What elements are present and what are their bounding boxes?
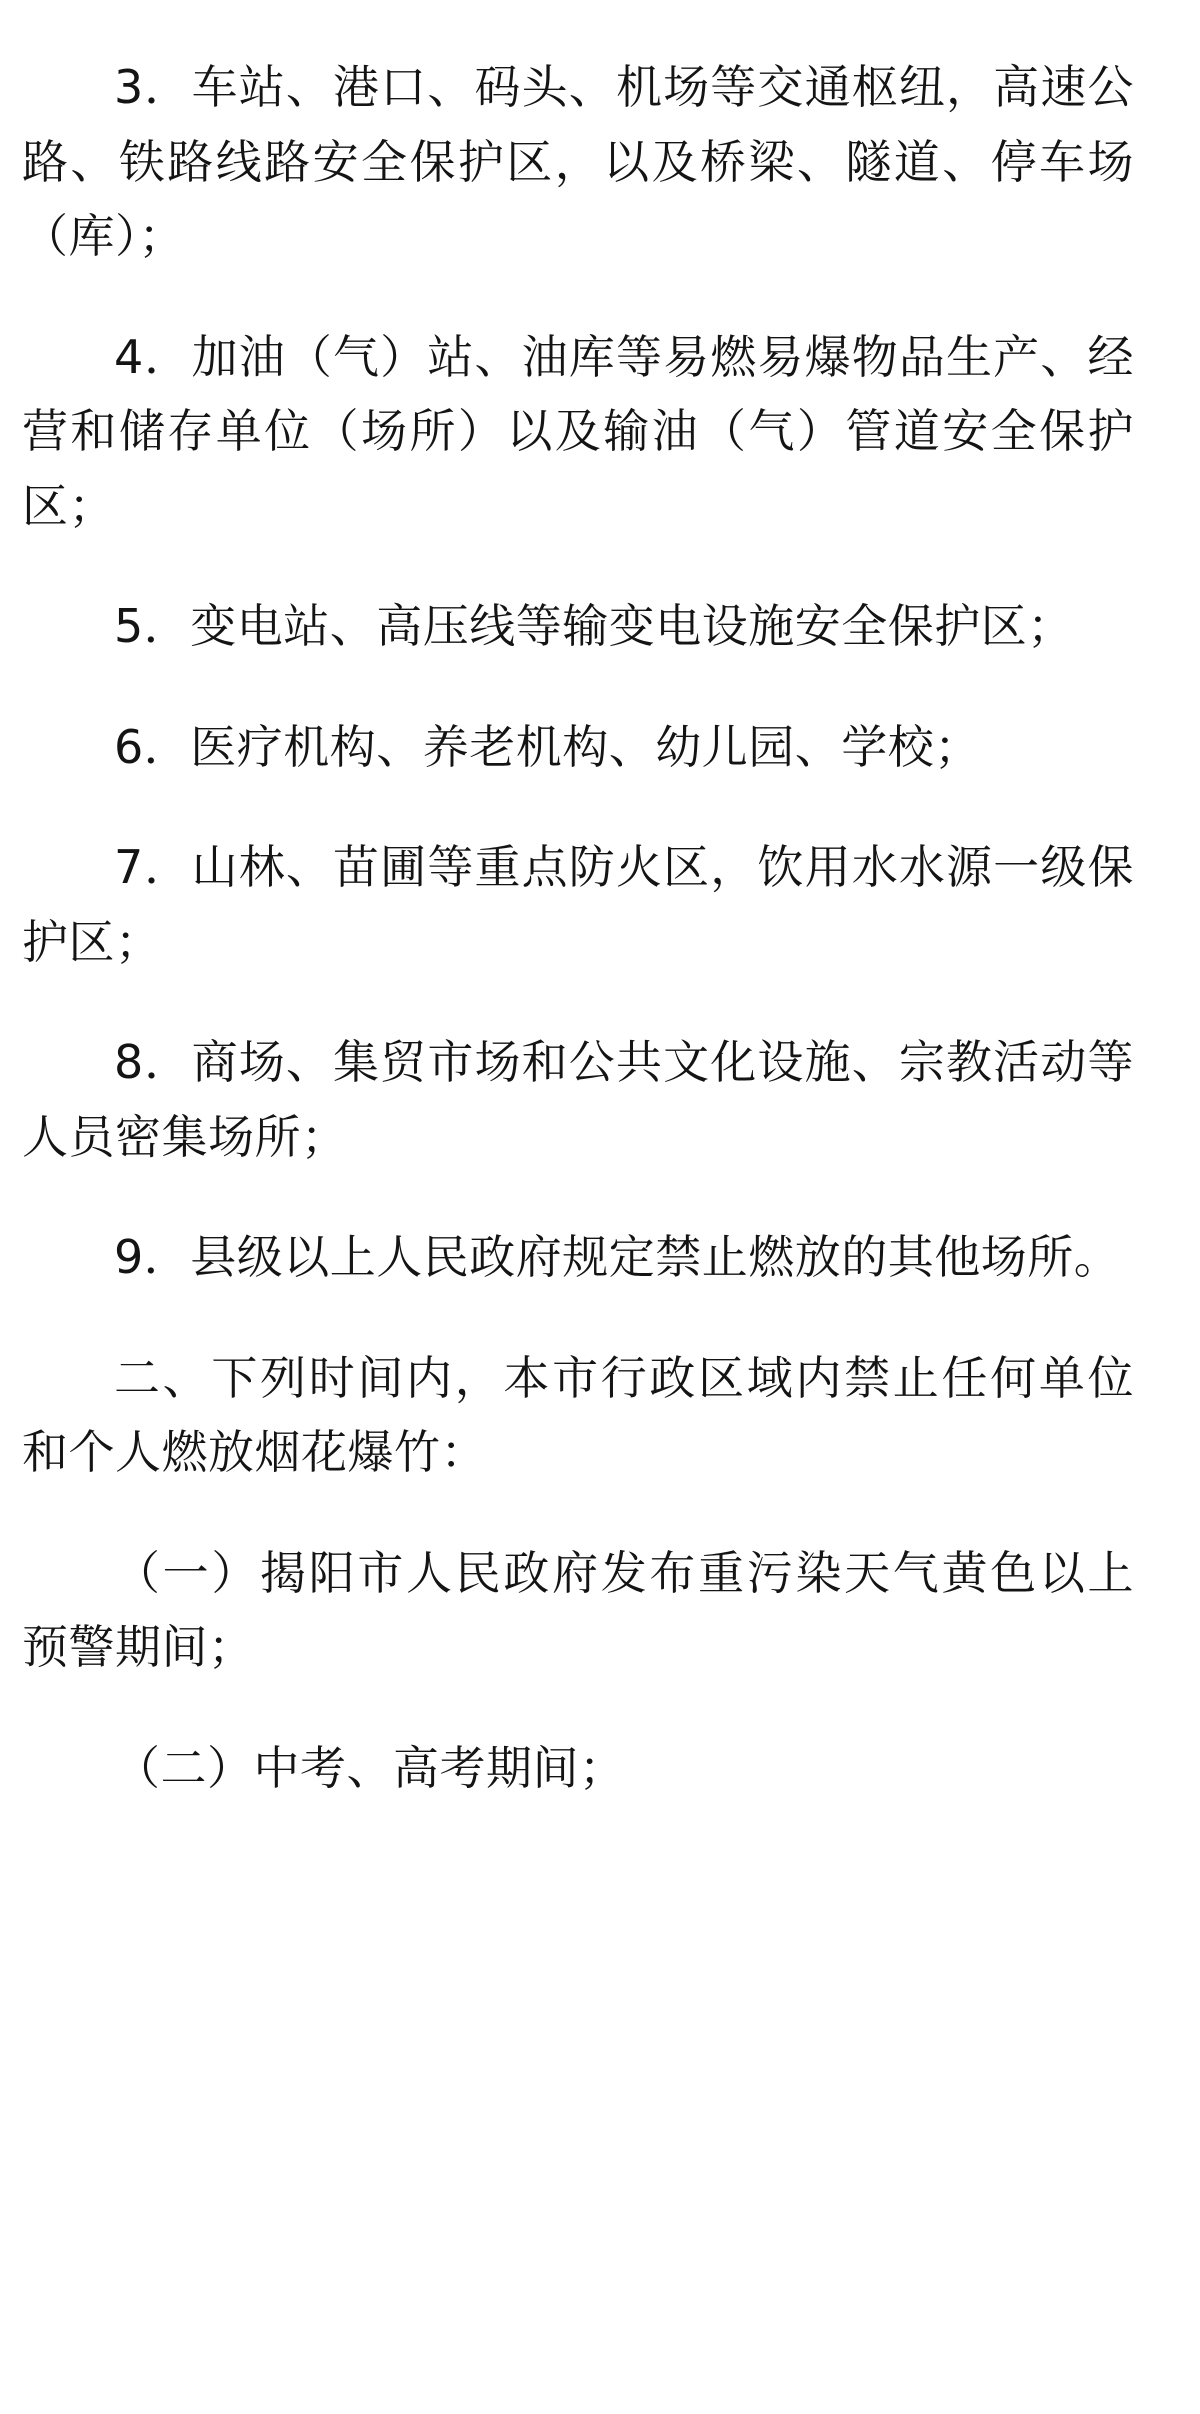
paragraph-item-3: 3．车站、港口、码头、机场等交通枢纽，高速公路、铁路线路安全保护区，以及桥梁、隧道、停车场（库）； [22,60,1134,264]
paragraph-clause-one: （一）揭阳市人民政府发布重污染天气黄色以上预警期间； [22,1545,1134,1675]
paragraph-item-6: 6．医疗机构、养老机构、幼儿园、学校； [114,719,981,774]
paragraph-item-5: 5．变电站、高压线等输变电设施安全保护区； [114,599,1074,654]
document-body [22,40,1134,1805]
paragraph-item-9: 9．县级以上人民政府规定禁止燃放的其他场所。 [114,1230,1121,1285]
paragraph-item-8: 8．商场、集贸市场和公共文化设施、宗教活动等人员密集场所； [22,1035,1134,1164]
paragraph-clause-two: （二）中考、高考期间； [114,1740,626,1795]
paragraph-section-two: 二、下列时间内，本市行政区域内禁止任何单位和个人燃放烟花爆竹： [22,1350,1134,1480]
paragraph-item-7: 7．山林、苗圃等重点防火区，饮用水水源一级保护区； [22,840,1134,969]
top-spacer [22,40,1134,50]
paragraph-item-4: 4．加油（气）站、油库等易燃易爆物品生产、经营和储存单位（场所）以及输油（气）管道安全保护区； [22,329,1134,533]
